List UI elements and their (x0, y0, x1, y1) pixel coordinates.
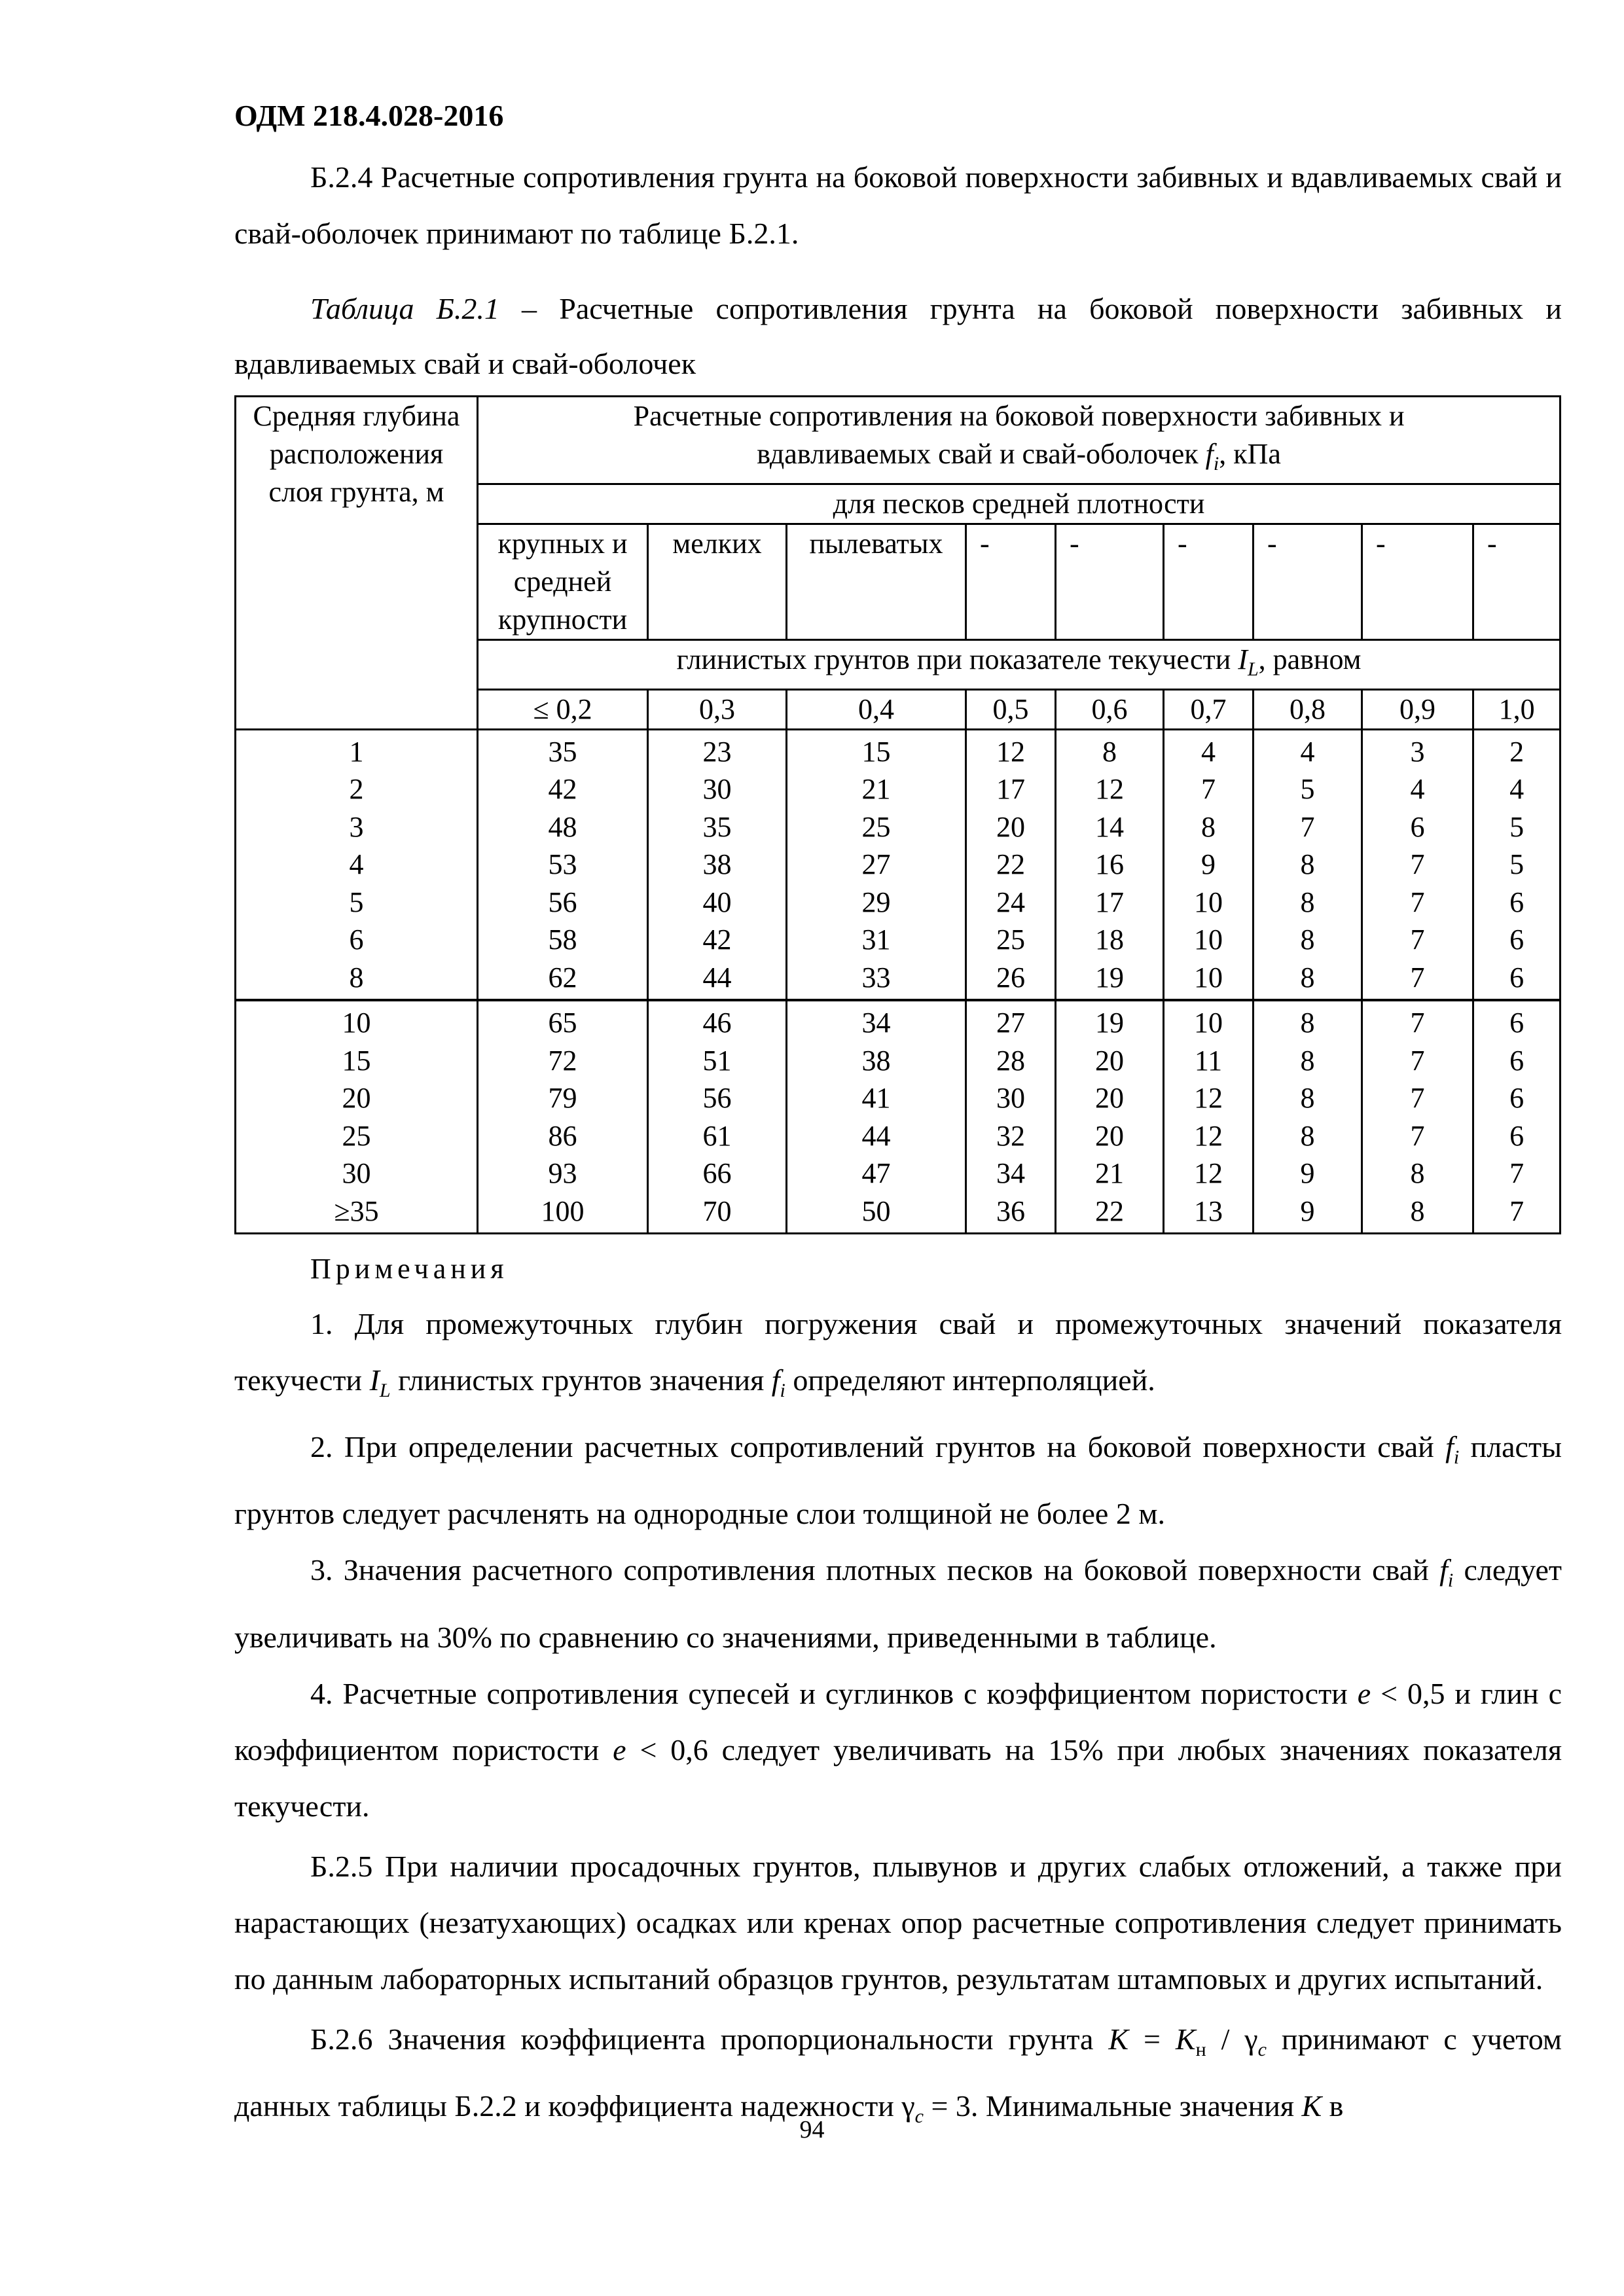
sand-col-dash: - (1362, 524, 1473, 639)
value-cell: 25 (966, 921, 1056, 959)
f-subscript: i (1213, 452, 1219, 475)
note-4 (234, 1666, 1562, 1835)
value-cell: 4 (1473, 770, 1561, 808)
depth-cell: 20 (236, 1079, 478, 1117)
table-row (236, 884, 1561, 922)
value-cell: 65 (478, 1000, 648, 1042)
value-cell: 7 (1362, 1117, 1473, 1155)
note-3-text: 3. Значения расчетного сопротивления плотных песков на боковой поверхности свай (310, 1553, 1440, 1587)
value-cell: 8 (1362, 1155, 1473, 1193)
note-1-text: глинистых грунтов значения (390, 1363, 772, 1397)
sand-col-coarse: крупных и средней крупности (478, 524, 648, 639)
value-cell: 8 (1362, 1193, 1473, 1234)
value-cell: 62 (478, 959, 648, 1001)
gamma-subscript: c (914, 2106, 924, 2128)
value-cell: 5 (1473, 846, 1561, 884)
value-cell: 10 (1164, 1000, 1254, 1042)
kn-symbol: K (1175, 2022, 1196, 2056)
table-row (236, 729, 1561, 770)
value-cell: 27 (787, 846, 966, 884)
sand-col-silty: пылеватых (787, 524, 966, 639)
value-cell: 56 (648, 1079, 787, 1117)
il-subscript: L (379, 1380, 391, 1402)
e-symbol: e (1357, 1676, 1371, 1710)
value-cell: 50 (787, 1193, 966, 1234)
note-3 (234, 1542, 1562, 1665)
page-number: 94 (799, 2116, 825, 2144)
table-caption-label: Таблица Б.2.1 (310, 292, 499, 325)
note-2-text: 2. При определении расчетных сопротивлений грунтов на боковой поверхности свай (310, 1430, 1446, 1464)
value-cell: 7 (1362, 1079, 1473, 1117)
table-row (236, 1193, 1561, 1234)
depth-cell: 30 (236, 1155, 478, 1193)
value-cell: 30 (648, 770, 787, 808)
note-1-text: 1. Для промежуточных глубин погружения свай и промежуточных значений показателя текучести (234, 1307, 1562, 1397)
depth-cell: 10 (236, 1000, 478, 1042)
value-cell: 26 (966, 959, 1056, 1001)
il-value-cell: 1,0 (1473, 689, 1561, 729)
value-cell: 6 (1473, 884, 1561, 922)
gamma-subscript: c (1257, 2038, 1267, 2060)
table-caption-text: – Расчетные сопротивления грунта на боковой поверхности забивных и вдавливаемых свай и свай-оболочек (234, 292, 1562, 380)
il-value-cell: 0,5 (966, 689, 1056, 729)
depth-cell: 4 (236, 846, 478, 884)
value-cell: 7 (1473, 1155, 1561, 1193)
value-cell: 28 (966, 1042, 1056, 1080)
value-cell: 86 (478, 1117, 648, 1155)
paragraph-b2-4: Б.2.4 Расчетные сопротивления грунта на боковой поверхности забивных и вдавливаемых свай и свай-оболочек принимают по таблице Б.2.1. (234, 160, 1562, 250)
header-resistance-text: Расчетные сопротивления на боковой поверхности забивных и вдавливаемых свай и свай-оболочек (633, 400, 1405, 470)
value-cell: 13 (1164, 1193, 1254, 1234)
value-cell: 61 (648, 1117, 787, 1155)
f-subscript: i (1453, 1446, 1460, 1469)
value-cell: 10 (1164, 884, 1254, 922)
value-cell: 12 (966, 729, 1056, 770)
k-symbol: K (1108, 2022, 1129, 2056)
value-cell: 9 (1254, 1193, 1362, 1234)
value-cell: 8 (1254, 921, 1362, 959)
value-cell: 8 (1254, 1042, 1362, 1080)
value-cell: 34 (966, 1155, 1056, 1193)
value-cell: 51 (648, 1042, 787, 1080)
value-cell: 44 (648, 959, 787, 1001)
value-cell: 20 (1056, 1117, 1164, 1155)
b26-text: Б.2.6 Значения коэффициента пропорциональности грунта (310, 2022, 1109, 2056)
value-cell: 6 (1473, 1079, 1561, 1117)
value-cell: 22 (966, 846, 1056, 884)
value-cell: 7 (1362, 959, 1473, 1001)
value-cell: 21 (1056, 1155, 1164, 1193)
note-4-text: < 0,5 и глин с коэффициентом пористости (234, 1676, 1562, 1767)
value-cell: 35 (648, 808, 787, 846)
header-clay-tail: , равном (1258, 643, 1362, 675)
value-cell: 31 (787, 921, 966, 959)
value-cell: 9 (1254, 1155, 1362, 1193)
il-value-cell: 0,7 (1164, 689, 1254, 729)
value-cell: 6 (1473, 959, 1561, 1001)
value-cell: 6 (1473, 1117, 1561, 1155)
f-symbol: f (771, 1363, 780, 1397)
f-symbol: f (1439, 1553, 1448, 1587)
value-cell: 7 (1362, 846, 1473, 884)
header-clay (478, 639, 1561, 689)
value-cell: 19 (1056, 959, 1164, 1001)
value-cell: 8 (1254, 846, 1362, 884)
value-cell: 8 (1254, 1117, 1362, 1155)
value-cell: 6 (1473, 921, 1561, 959)
f-symbol: f (1445, 1430, 1454, 1464)
depth-cell: 15 (236, 1042, 478, 1080)
value-cell: 41 (787, 1079, 966, 1117)
notes-title: Примечания (310, 1253, 509, 1285)
table-row (236, 1117, 1561, 1155)
value-cell: 2 (1473, 729, 1561, 770)
value-cell: 9 (1164, 846, 1254, 884)
kn-subscript: н (1195, 2038, 1206, 2060)
value-cell: 100 (478, 1193, 648, 1234)
value-cell: 8 (1254, 1000, 1362, 1042)
table-caption (234, 281, 1562, 391)
depth-cell: 2 (236, 770, 478, 808)
value-cell: 46 (648, 1000, 787, 1042)
table-row (236, 1000, 1561, 1042)
value-cell: 30 (966, 1079, 1056, 1117)
value-cell: 93 (478, 1155, 648, 1193)
depth-cell: 8 (236, 959, 478, 1001)
table-row (236, 1155, 1561, 1193)
value-cell: 12 (1164, 1079, 1254, 1117)
depth-cell: 6 (236, 921, 478, 959)
value-cell: 8 (1254, 1079, 1362, 1117)
value-cell: 53 (478, 846, 648, 884)
b26-text: = 3. Минимальные значения (923, 2089, 1302, 2123)
value-cell: 22 (1056, 1193, 1164, 1234)
value-cell: 20 (966, 808, 1056, 846)
table-row (236, 1079, 1561, 1117)
value-cell: 72 (478, 1042, 648, 1080)
value-cell: 16 (1056, 846, 1164, 884)
value-cell: 33 (787, 959, 966, 1001)
value-cell: 12 (1056, 770, 1164, 808)
table-row (236, 921, 1561, 959)
value-cell: 34 (787, 1000, 966, 1042)
depth-cell: 5 (236, 884, 478, 922)
table-row (236, 959, 1561, 1001)
il-symbol: I (369, 1363, 380, 1397)
value-cell: 7 (1362, 884, 1473, 922)
il-value-cell: 0,4 (787, 689, 966, 729)
value-cell: 58 (478, 921, 648, 959)
table-body-group-1 (236, 729, 1561, 1000)
value-cell: 4 (1254, 729, 1362, 770)
sand-col-dash: - (1164, 524, 1254, 639)
sand-col-dash: - (1056, 524, 1164, 639)
value-cell: 4 (1362, 770, 1473, 808)
notes (234, 1296, 1562, 1835)
e-symbol: e (613, 1732, 626, 1767)
depth-cell: ≥35 (236, 1193, 478, 1234)
value-cell: 35 (478, 729, 648, 770)
value-cell: 21 (787, 770, 966, 808)
value-cell: 23 (648, 729, 787, 770)
value-cell: 25 (787, 808, 966, 846)
depth-cell: 1 (236, 729, 478, 770)
table-row (236, 808, 1561, 846)
value-cell: 38 (648, 846, 787, 884)
document-code: ОДМ 218.4.028-2016 (234, 99, 504, 132)
note-1-text: определяют интерполяцией. (785, 1363, 1155, 1397)
il-value-cell: 0,6 (1056, 689, 1164, 729)
il-value-cell: 0,9 (1362, 689, 1473, 729)
gamma-symbol: / γ (1206, 2022, 1258, 2056)
k-symbol: K (1301, 2089, 1322, 2123)
value-cell: 8 (1254, 959, 1362, 1001)
il-value-cell: ≤ 0,2 (478, 689, 648, 729)
value-cell: 18 (1056, 921, 1164, 959)
f-symbol: f (1205, 438, 1214, 470)
note-3-text: следует увеличивать на 30% по сравнению со значениями, приведенными в таблице. (234, 1553, 1562, 1654)
value-cell: 12 (1164, 1155, 1254, 1193)
value-cell: 19 (1056, 1000, 1164, 1042)
page (234, 85, 1562, 2145)
b26-text: принимают с учетом данных таблицы Б.2.2 и коэффициента надежности γ (234, 2022, 1562, 2123)
depth-cell: 3 (236, 808, 478, 846)
value-cell: 56 (478, 884, 648, 922)
note-1 (234, 1296, 1562, 1419)
note-2 (234, 1419, 1562, 1542)
value-cell: 7 (1473, 1193, 1561, 1234)
il-subscript: L (1247, 658, 1259, 680)
value-cell: 5 (1473, 808, 1561, 846)
value-cell: 12 (1164, 1117, 1254, 1155)
header-resistance-unit: , кПа (1219, 438, 1281, 470)
value-cell: 17 (966, 770, 1056, 808)
value-cell: 66 (648, 1155, 787, 1193)
table-row (236, 770, 1561, 808)
value-cell: 32 (966, 1117, 1056, 1155)
table-body-group-2 (236, 1000, 1561, 1234)
header-sands: для песков средней плотности (478, 484, 1561, 524)
note-4-text: 4. Расчетные сопротивления супесей и суглинков с коэффициентом пористости (310, 1676, 1358, 1710)
value-cell: 5 (1254, 770, 1362, 808)
value-cell: 79 (478, 1079, 648, 1117)
value-cell: 6 (1473, 1000, 1561, 1042)
sand-col-dash: - (1254, 524, 1362, 639)
value-cell: 7 (1362, 1042, 1473, 1080)
b26-equals: = (1128, 2022, 1176, 2056)
value-cell: 7 (1362, 921, 1473, 959)
value-cell: 17 (1056, 884, 1164, 922)
value-cell: 47 (787, 1155, 966, 1193)
value-cell: 70 (648, 1193, 787, 1234)
value-cell: 8 (1056, 729, 1164, 770)
value-cell: 29 (787, 884, 966, 922)
header-depth: Средняя глубина расположения слоя грунта, м (236, 397, 478, 730)
value-cell: 6 (1362, 808, 1473, 846)
value-cell: 6 (1473, 1042, 1561, 1080)
value-cell: 36 (966, 1193, 1056, 1234)
value-cell: 7 (1362, 1000, 1473, 1042)
value-cell: 8 (1254, 884, 1362, 922)
f-subscript: i (1447, 1570, 1454, 1592)
value-cell: 7 (1254, 808, 1362, 846)
sand-col-dash: - (1473, 524, 1561, 639)
value-cell: 40 (648, 884, 787, 922)
value-cell: 24 (966, 884, 1056, 922)
header-clay-text: глинистых грунтов при показателе текучести (676, 643, 1238, 675)
value-cell: 27 (966, 1000, 1056, 1042)
value-cell: 8 (1164, 808, 1254, 846)
header-resistance (478, 397, 1561, 484)
sand-col-fine: мелких (648, 524, 787, 639)
value-cell: 10 (1164, 921, 1254, 959)
value-cell: 10 (1164, 959, 1254, 1001)
value-cell: 20 (1056, 1042, 1164, 1080)
value-cell: 4 (1164, 729, 1254, 770)
value-cell: 48 (478, 808, 648, 846)
value-cell: 3 (1362, 729, 1473, 770)
il-symbol: I (1238, 643, 1248, 675)
il-value-cell: 0,3 (648, 689, 787, 729)
value-cell: 38 (787, 1042, 966, 1080)
sand-col-dash: - (966, 524, 1056, 639)
table-row (236, 846, 1561, 884)
value-cell: 7 (1164, 770, 1254, 808)
paragraph-b2-5: Б.2.5 При наличии просадочных грунтов, плывунов и других слабых отложений, а также при нарастающих (незатухающих) осадках или кренах опор расчетные сопротивления следует принимать по данным лабораторных испытаний образцов грунтов, результатам штамповых и других испытаний. (234, 1849, 1562, 1996)
il-value-cell: 0,8 (1254, 689, 1362, 729)
value-cell: 44 (787, 1117, 966, 1155)
table-row (236, 1042, 1561, 1080)
value-cell: 20 (1056, 1079, 1164, 1117)
depth-cell: 25 (236, 1117, 478, 1155)
value-cell: 14 (1056, 808, 1164, 846)
value-cell: 42 (478, 770, 648, 808)
value-cell: 42 (648, 921, 787, 959)
resistance-table (234, 395, 1561, 1234)
b26-text: в (1322, 2089, 1344, 2123)
note-2-text: пласты грунтов следует расчленять на однородные слои толщиной не более 2 м. (234, 1430, 1562, 1531)
value-cell: 15 (787, 729, 966, 770)
value-cell: 11 (1164, 1042, 1254, 1080)
f-subscript: i (780, 1380, 785, 1402)
note-4-text: < 0,6 следует увеличивать на 15% при любых значениях показателя текучести. (234, 1732, 1562, 1823)
